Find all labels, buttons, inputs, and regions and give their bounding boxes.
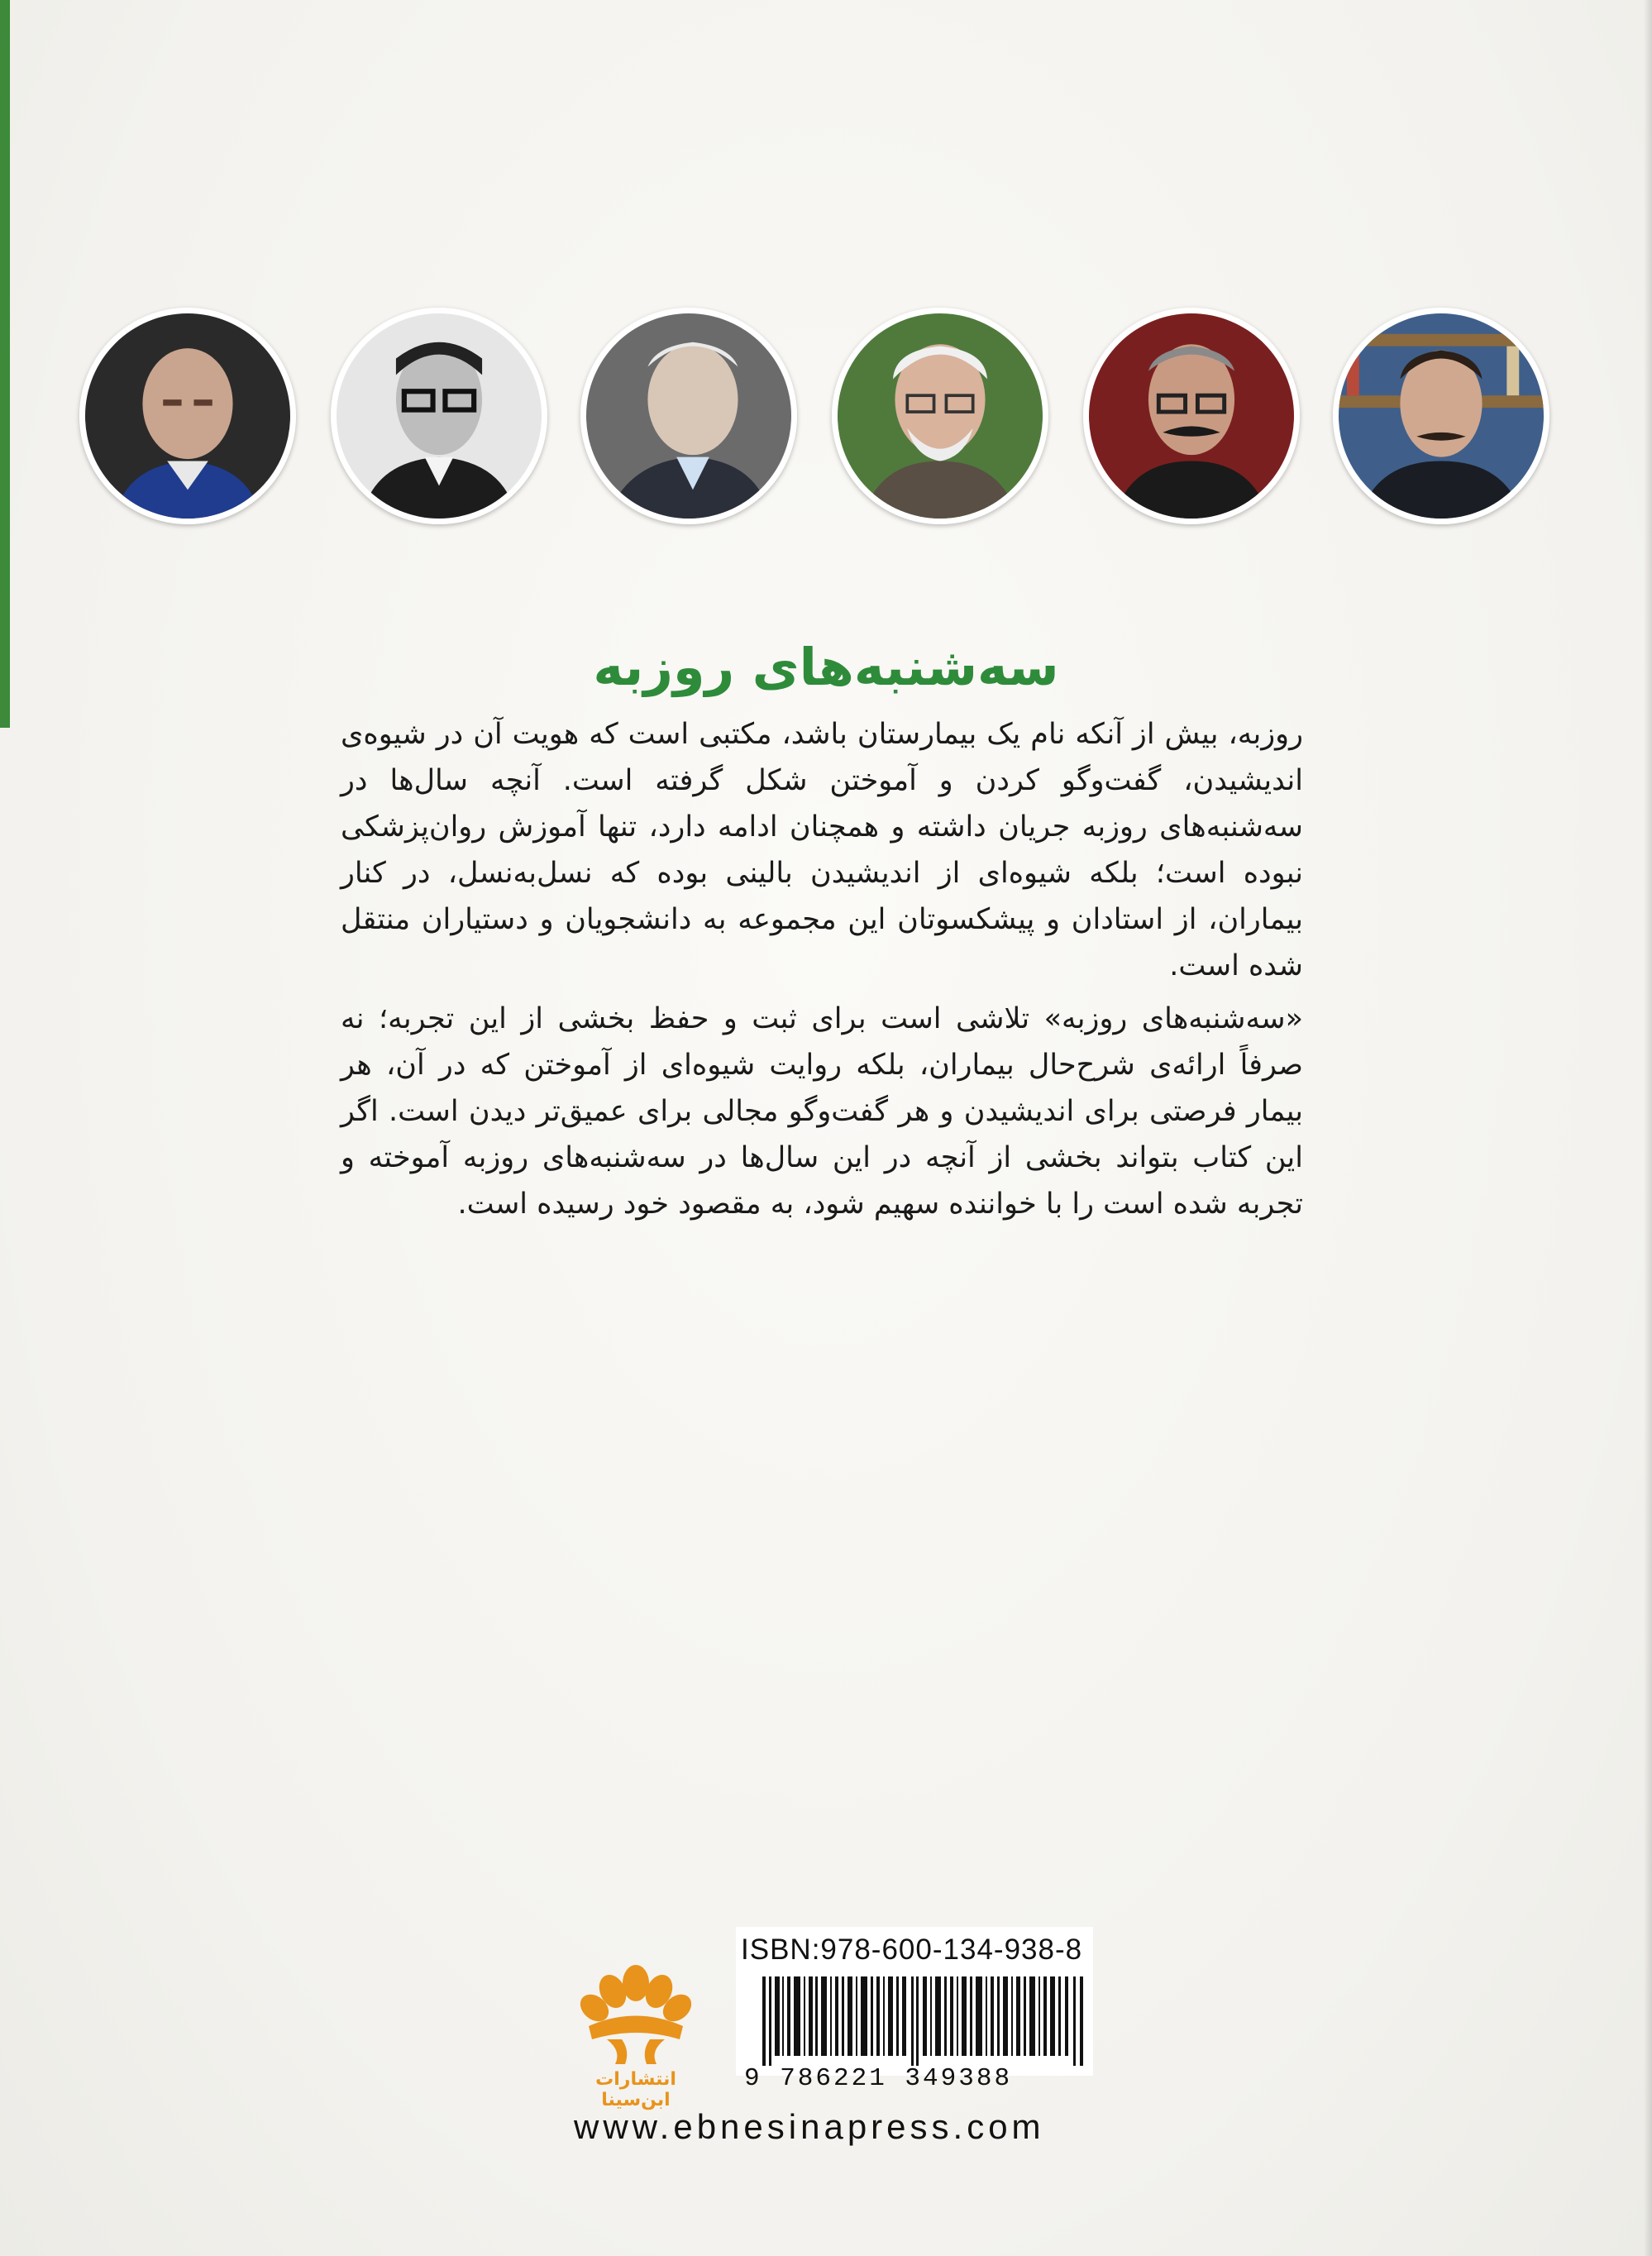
book-title: سه‌شنبه‌های روزبه [593,637,1059,697]
portrait-elderly-man [580,308,797,524]
portrait-row [79,308,1559,531]
blurb-paragraph: روزبه، بیش از آنکه نام یک بیمارستان باشد، مکتبی است که هویت آن در شیوه‌ی اندیشیدن، گفت‌وگو کردن و آموختن شکل گرفته است. آنچه سال‌ها در سه‌شنبه‌های روزبه جریان داشته و همچنان ادامه دارد، تنها آموزش روان‌پزشکی نبوده است؛ بلکه شیوه‌ای از اندیشیدن بالینی بوده که نسل‌به‌نسل، در کنار بیماران، از استادان و پیشکسوتان این مجموعه به دانشجویان و دستیاران منتقل شده است. [341,718,1303,982]
barcode-digits: 9 786221 349388 [744,2064,1013,2093]
publisher-website: www.ebnesinapress.com [574,2107,1045,2146]
publisher-logo [566,1960,706,2109]
page-edge-shadow [1644,0,1652,2256]
portrait-mustache-man [1083,308,1300,524]
spine-edge [0,0,10,728]
blurb [341,711,1303,1234]
portrait-white-beard-man [832,308,1048,524]
portrait-bald-man [79,308,296,524]
isbn-label: ISBN:978-600-134-938-8 [741,1933,1083,1966]
blurb-paragraph: «سه‌شنبه‌های روزبه» تلاشی است برای ثبت و حفظ بخشی از این تجربه؛ نه صرفاً ارائه‌ی شرح‌حال بیماران، بلکه روایت شیوه‌ای از آموختن که در آن، هر بیمار فرصتی برای اندیشیدن و هر گفت‌وگو مجالی برای عمیق‌تر دیدن است. اگر این کتاب بتواند بخشی از آنچه در این سال‌ها در سه‌شنبه‌های روزبه آموخته و تجربه شده است را با خواننده سهیم شود، به مقصود خود رسیده است. [341,1002,1303,1221]
publisher-emblem-icon [574,1960,698,2067]
portrait-glasses-man-bw [331,308,547,524]
barcode [762,1976,1086,2066]
portrait-young-man [1333,308,1549,524]
publisher-name: انتشارات ابن‌سینا [595,2069,676,2110]
